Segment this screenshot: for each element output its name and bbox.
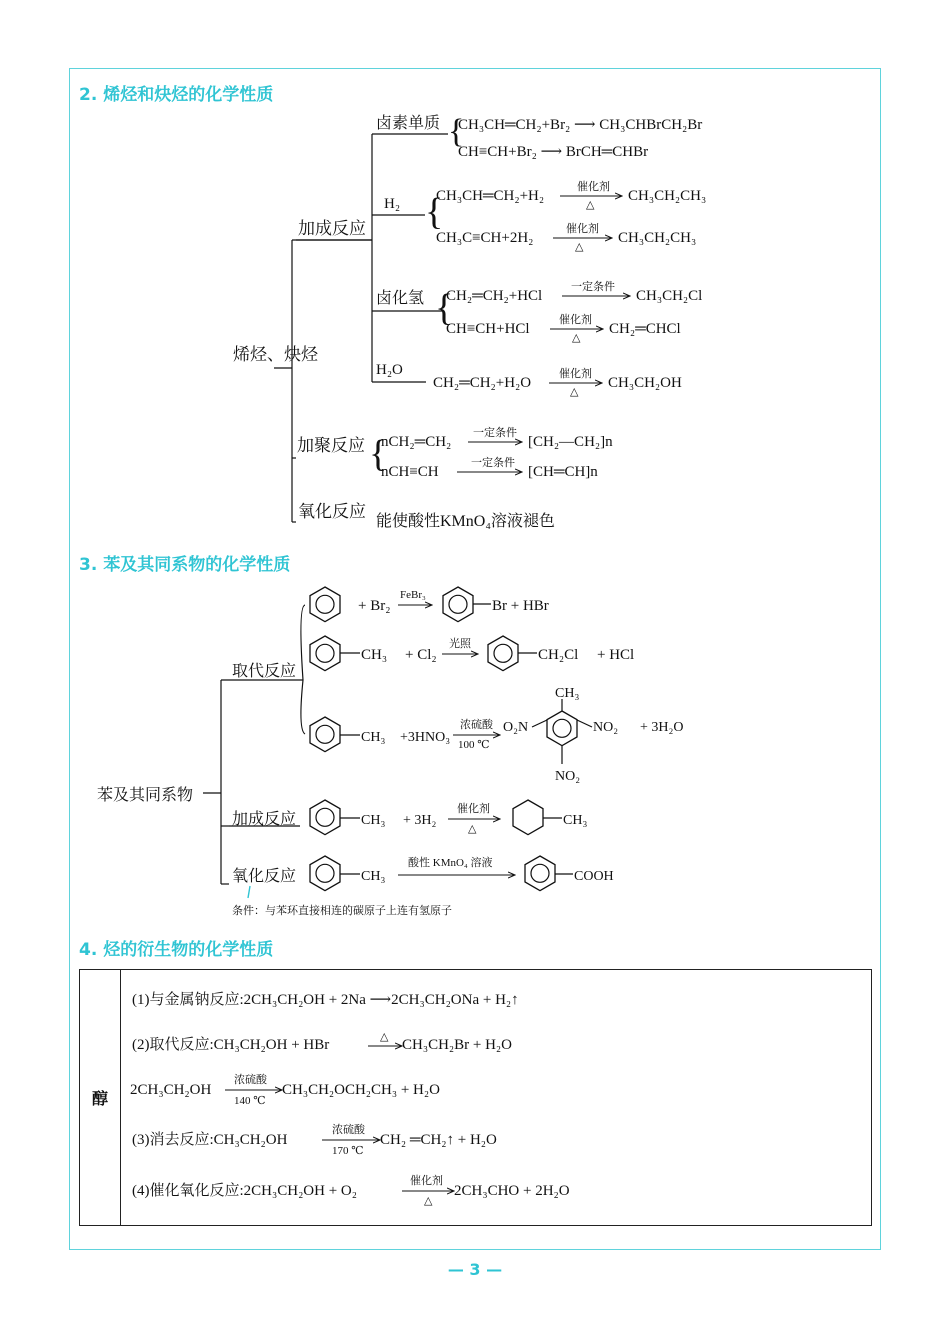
oxidation-label-3: 氧化反应	[232, 868, 297, 885]
benzene-ring	[547, 711, 577, 746]
eq-h2-1-right: CH₃CH₂CH₃	[628, 188, 707, 204]
substitution-label: 取代反应	[232, 663, 297, 680]
r3-product2: + 3H₂O	[640, 720, 684, 735]
benzene-ring	[310, 856, 340, 891]
cond-cat: 催化剂	[577, 181, 610, 193]
r3-no2-right: NO₂	[593, 720, 619, 735]
eq-line5-left: (4)催化氧化反应:2CH₃CH₂OH + O₂	[132, 1183, 357, 1199]
eq-line1: (1)与金属钠反应:2CH₃CH₂OH + 2Na ⟶2CH₃CH₂ONa + H₂↑	[132, 992, 519, 1008]
note-condition: 条件：与苯环直接相连的碳原子上连有氢原子	[232, 905, 452, 917]
eq-h2o-left: CH₂═CH₂+H₂O	[433, 375, 532, 391]
oxidation-label: 氧化反应	[298, 502, 366, 521]
r2-product: CH₂Cl	[538, 647, 579, 663]
cond-cat: 催化剂	[559, 368, 592, 380]
eq-h2o-right: CH₃CH₂OH	[608, 375, 682, 391]
cond-certain: 一定条件	[473, 427, 517, 439]
eq-br1: CH₃CH═CH₂+Br₂ ⟶ CH₃CHBrCH₂Br	[458, 117, 703, 133]
cond-cat: 催化剂	[559, 314, 592, 326]
section-title-4: 4. 烃的衍生物的化学性质	[79, 940, 274, 960]
r4-ch3: CH₃	[361, 813, 386, 828]
eq-oxidation: 能使酸性KMnO₄溶液褪色	[376, 513, 555, 530]
benzene-ring	[443, 587, 473, 622]
eq-line5-cond2: △	[424, 1195, 433, 1207]
cyclohexane-ring	[513, 800, 543, 835]
benzene-root: 苯及其同系物	[97, 787, 194, 804]
section-title-3: 3. 苯及其同系物的化学性质	[79, 555, 291, 575]
alcohol-equations	[80, 970, 873, 1227]
benzene-ring	[310, 800, 340, 835]
r1-product: Br + HBr	[492, 598, 549, 614]
addition-label-3: 加成反应	[232, 811, 297, 828]
r3-reagent: +3HNO₃	[400, 730, 451, 745]
eq-line2-right: CH₃CH₂Br + H₂O	[402, 1037, 512, 1053]
eq-h2-2-left: CH₃C≡CH+2H₂	[436, 230, 534, 246]
eq-h2-1-left: CH₃CH═CH₂+H₂	[436, 188, 545, 204]
eq-hx-1-right: CH₃CH₂Cl	[636, 288, 703, 304]
cond-heat: △	[570, 386, 579, 398]
r5-product: COOH	[574, 869, 614, 884]
r4-product: CH₃	[563, 813, 588, 828]
r1-reagent: + Br₂	[358, 598, 391, 614]
r3-no2-left: O₂N	[503, 720, 529, 735]
cond-cat: 催化剂	[566, 223, 599, 235]
eq-line3-right: CH₃CH₂OCH₂CH₃ + H₂O	[282, 1082, 440, 1098]
eq-line4-right: CH₂ ═CH₂↑ + H₂O	[380, 1132, 497, 1148]
benzene-tree	[203, 605, 305, 884]
benzene-ring	[525, 856, 555, 891]
alcohol-label: 醇	[91, 1089, 108, 1108]
alcohol-table	[79, 969, 872, 1226]
eq-line5-right: 2CH₃CHO + 2H₂O	[454, 1183, 570, 1199]
brace: {	[425, 191, 444, 233]
r3-ch3: CH₃	[361, 730, 386, 745]
eq-hx-2-left: CH≡CH+HCl	[446, 321, 530, 337]
tree-root-label: 烯烃、炔烃	[233, 345, 318, 364]
r2-reagent: + Cl₂	[405, 647, 437, 663]
eq-line3-cond2: 140 ℃	[234, 1095, 266, 1107]
eq-poly1-left: nCH₂═CH₂	[381, 434, 452, 450]
eq-poly2-right: [CH═CH]n	[528, 464, 598, 480]
h2-label: H₂	[384, 196, 401, 212]
r5-ch3: CH₃	[361, 869, 386, 884]
eq-line2-cond: △	[380, 1031, 389, 1043]
bond	[532, 720, 547, 727]
r3-no2-bottom: NO₂	[555, 769, 581, 784]
r3-ch3-top: CH₃	[555, 686, 580, 701]
benzene-ring	[310, 717, 340, 752]
eq-line4-cond1: 浓硫酸	[332, 1124, 365, 1136]
addition-label: 加成反应	[298, 219, 366, 238]
eq-line4-cond2: 170 ℃	[332, 1145, 364, 1157]
cond-certain: 一定条件	[571, 281, 615, 293]
r3-cond1: 浓硫酸	[460, 719, 493, 731]
r2-ch3: CH₃	[361, 647, 388, 663]
eq-line3-left: 2CH₃CH₂OH	[130, 1082, 212, 1098]
eq-poly1-right: [CH₂—CH₂]n	[528, 434, 613, 450]
benzene-ring	[488, 636, 518, 671]
eq-hx-2-right: CH₂═CHCl	[609, 321, 681, 337]
h2o-label: H₂O	[376, 362, 403, 378]
r2-cond: 光照	[449, 638, 471, 650]
eq-line3-cond1: 浓硫酸	[234, 1074, 267, 1086]
bond	[577, 720, 592, 727]
r2-product2: + HCl	[597, 647, 635, 663]
section-title-2: 2. 烯烃和炔烃的化学性质	[79, 85, 274, 105]
brace: {	[448, 113, 465, 150]
cond-heat: △	[575, 241, 584, 253]
cond-heat: △	[586, 199, 595, 211]
polymer-label: 加聚反应	[297, 436, 365, 455]
r4-cond2: △	[468, 823, 477, 835]
brace: {	[369, 433, 388, 475]
eq-line5-cond: 催化剂	[410, 1175, 443, 1187]
eq-hx-1-left: CH₂═CH₂+HCl	[446, 288, 543, 304]
r4-reagent: + 3H₂	[403, 813, 437, 828]
benzene-ring	[310, 636, 340, 671]
hx-label: 卤化氢	[376, 290, 425, 307]
cond-certain: 一定条件	[471, 457, 515, 469]
page-number: — 3 —	[447, 1260, 503, 1279]
note-pointer	[248, 886, 250, 898]
r1-cond: FeBr₃	[400, 589, 426, 601]
eq-h2-2-right: CH₃CH₂CH₃	[618, 230, 697, 246]
r4-cond: 催化剂	[457, 803, 490, 815]
benzene-ring	[310, 587, 340, 622]
halogen-label: 卤素单质	[376, 115, 441, 132]
eq-poly2-left: nCH≡CH	[381, 464, 439, 480]
eq-line2-left: (2)取代反应:CH₃CH₂OH + HBr	[132, 1037, 330, 1053]
r3-cond2: 100 ℃	[458, 739, 490, 751]
r5-cond: 酸性 KMnO₄ 溶液	[408, 857, 493, 869]
eq-line4-left: (3)消去反应:CH₃CH₂OH	[132, 1132, 288, 1148]
brace: {	[435, 287, 454, 329]
eq-br2: CH≡CH+Br₂ ⟶ BrCH═CHBr	[458, 144, 649, 160]
cond-heat: △	[572, 332, 581, 344]
